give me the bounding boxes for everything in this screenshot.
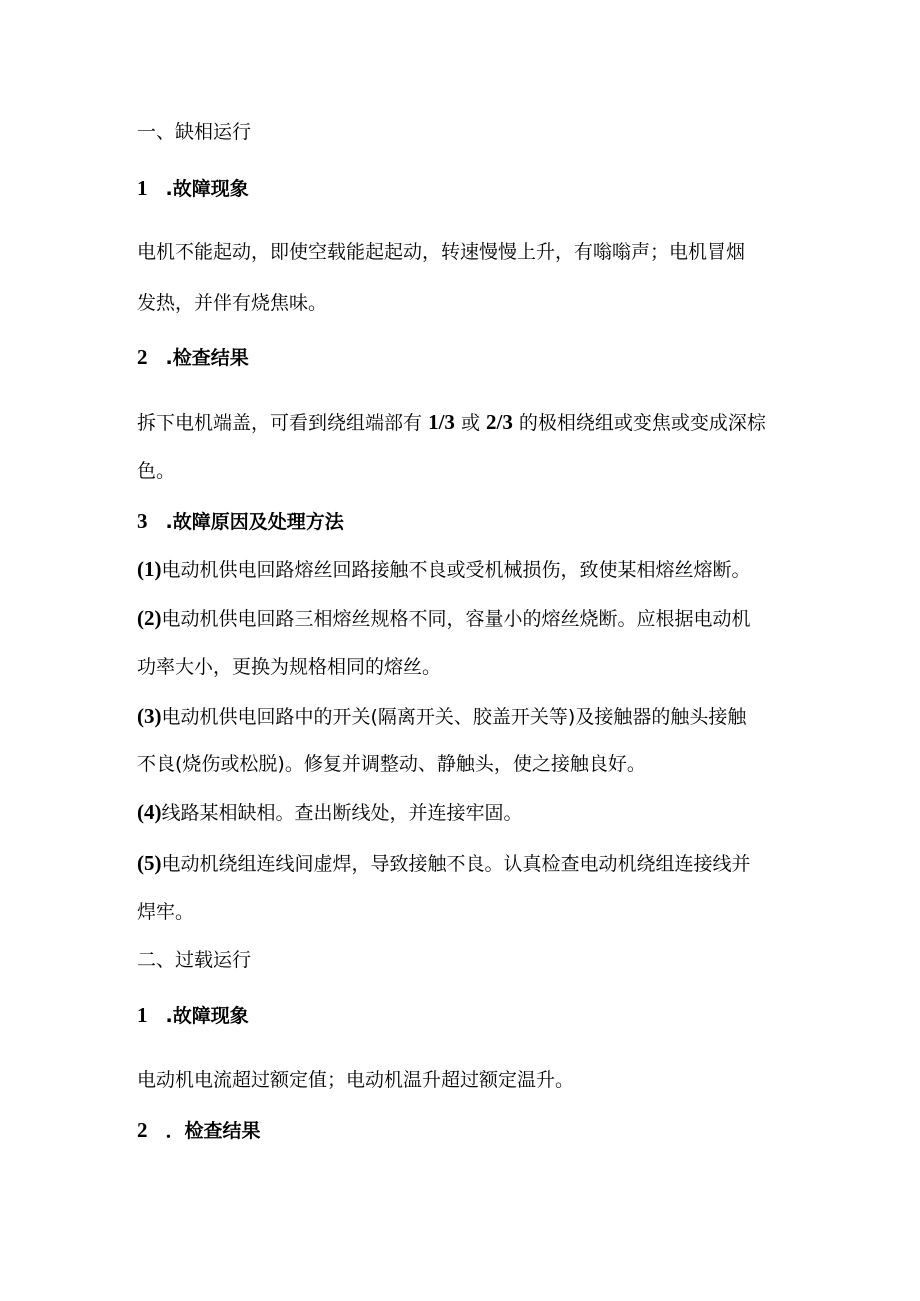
subheading-number: 1	[137, 176, 148, 200]
item-number: (4)	[137, 800, 162, 824]
subheading-label: .故障原因及处理方法	[165, 511, 344, 533]
cause-item-3-continuation: 不良(烧伤或松脱)。修复并调整动、静触头，使之接触良好。	[137, 753, 646, 775]
subheading-label: .故障现象	[165, 1005, 249, 1027]
cause-item-3	[137, 704, 746, 729]
symptom-paragraph-line-2: 发热，并伴有烧焦味。	[137, 292, 328, 314]
item-text: 电动机供电回路熔丝回路接触不良或受机械损伤，致使某相熔丝熔断。	[161, 559, 751, 581]
section-2-symptom: 电动机电流超过额定值；电动机温升超过额定温升。	[137, 1069, 575, 1091]
cause-item-2	[137, 606, 751, 631]
section-2-subheading-2	[137, 1118, 261, 1143]
subheading-label: ．检查结果	[165, 1120, 261, 1142]
item-number: (3)	[137, 704, 162, 728]
subheading-label: .检查结果	[165, 347, 249, 369]
subheading-number: 1	[137, 1003, 148, 1027]
subheading-label: .故障现象	[165, 178, 249, 200]
item-text: 电动机绕组连线间虚焊，导致接触不良。认真检查电动机绕组连接线并	[161, 853, 751, 875]
section-2-title: 二、过载运行	[137, 949, 252, 971]
section-1-subheading-3	[137, 509, 344, 534]
fraction-two-thirds: 2/3	[486, 410, 513, 434]
fraction-one-third: 1/3	[428, 410, 455, 434]
result-text-e: 的极相绕组或变焦或变成深棕	[518, 412, 766, 434]
subheading-number: 3	[137, 509, 148, 533]
item-text: 线路某相缺相。查出断线处，并连接牢固。	[161, 802, 523, 824]
cause-item-5-continuation: 焊牢。	[137, 901, 195, 923]
item-text: 电动机供电回路三相熔丝规格不同，容量小的熔丝烧断。应根据电动机	[161, 608, 751, 630]
result-text-c: 或	[460, 412, 480, 434]
cause-item-1	[137, 557, 751, 582]
subheading-number: 2	[137, 345, 148, 369]
section-2-subheading-1	[137, 1003, 249, 1028]
item-text: 电动机供电回路中的开关(隔离开关、胶盖开关等)及接触器的触头接触	[161, 706, 747, 728]
section-1-title: 一、缺相运行	[137, 121, 252, 143]
item-number: (5)	[137, 851, 162, 875]
cause-item-5	[137, 851, 751, 876]
cause-item-2-continuation: 功率大小，更换为规格相同的熔丝。	[137, 656, 442, 678]
result-paragraph-line-2: 色。	[137, 460, 176, 482]
section-1-subheading-1	[137, 176, 249, 201]
item-number: (2)	[137, 606, 162, 630]
section-1-subheading-2	[137, 345, 249, 370]
result-paragraph-line-1	[137, 410, 766, 435]
cause-item-4	[137, 800, 523, 825]
subheading-number: 2	[137, 1118, 148, 1142]
symptom-paragraph-line-1: 电机不能起动，即使空载能起起动，转速慢慢上升，有嗡嗡声；电机冒烟	[137, 241, 746, 263]
result-text-a: 拆下电机端盖，可看到绕组端部有	[137, 412, 423, 434]
item-number: (1)	[137, 557, 162, 581]
